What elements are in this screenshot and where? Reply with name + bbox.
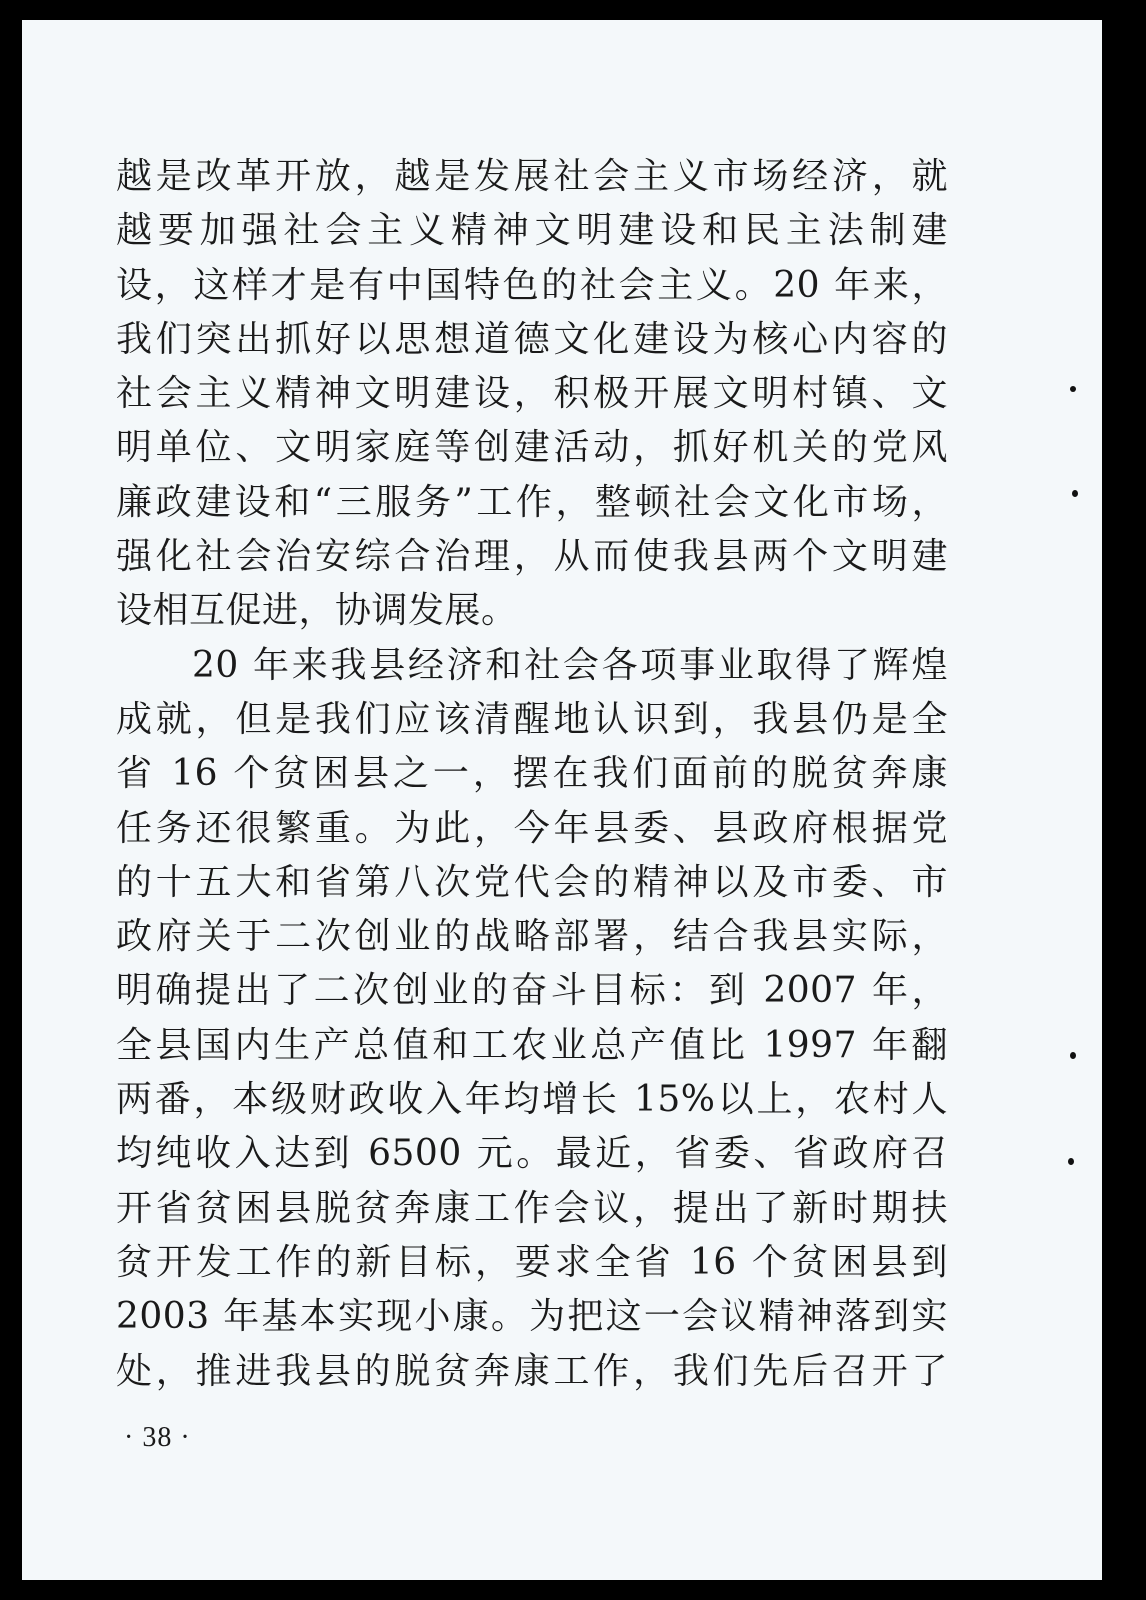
text-line: 均纯收入达到 6500 元。最近，省委、省政府召 [116,1133,948,1175]
text-line: 社会主义精神文明建设，积极开展文明村镇、文 [116,373,948,415]
text-line: 省 16 个贫困县之一，摆在我们面前的脱贫奔康 [116,753,948,795]
page-number: · 38 · [124,1422,191,1453]
text-line: 越要加强社会主义精神文明建设和民主法制建 [116,210,948,252]
text-line: 贫开发工作的新目标，要求全省 16 个贫困县到 [116,1241,948,1283]
scan-speck [1070,386,1076,392]
text-line: 政府关于二次创业的战略部署，结合我县实际， [116,916,948,958]
text-line: 设，这样才是有中国特色的社会主义。20 年来， [116,264,948,306]
text-line: 成就，但是我们应该清醒地认识到，我县仍是全 [116,698,948,740]
text-line: 开省贫困县脱贫奔康工作会议，提出了新时期扶 [116,1187,948,1229]
text-line: 2003 年基本实现小康。为把这一会议精神落到实 [116,1296,948,1338]
text-line: 廉政建设和“三服务”工作，整顿社会文化市场， [116,481,948,523]
text-line: 任务还很繁重。为此，今年县委、县政府根据党 [116,807,948,849]
text-line: 我们突出抓好以思想道德文化建设为核心内容的 [116,318,948,360]
text-line: 20 年来我县经济和社会各项事业取得了辉煌 [192,644,948,686]
text-line: 明单位、文明家庭等创建活动，抓好机关的党风 [116,427,948,469]
text-line: 两番，本级财政收入年均增长 15%以上，农村人 [116,1079,948,1121]
scan-speck [1068,1158,1074,1165]
text-line: 设相互促进，协调发展。 [116,590,518,632]
scan-speck [1070,1052,1076,1059]
body-text [116,150,948,1399]
text-line: 全县国内生产总值和工农业总产值比 1997 年翻 [116,1024,948,1066]
text-line: 的十五大和省第八次党代会的精神以及市委、市 [116,861,948,903]
text-line: 明确提出了二次创业的奋斗目标：到 2007 年， [116,970,948,1012]
text-line: 处，推进我县的脱贫奔康工作，我们先后召开了 [116,1350,948,1392]
scan-speck [1072,490,1078,497]
text-line: 越是改革开放，越是发展社会主义市场经济，就 [116,156,948,197]
text-line: 强化社会治安综合治理，从而使我县两个文明建 [116,536,948,578]
